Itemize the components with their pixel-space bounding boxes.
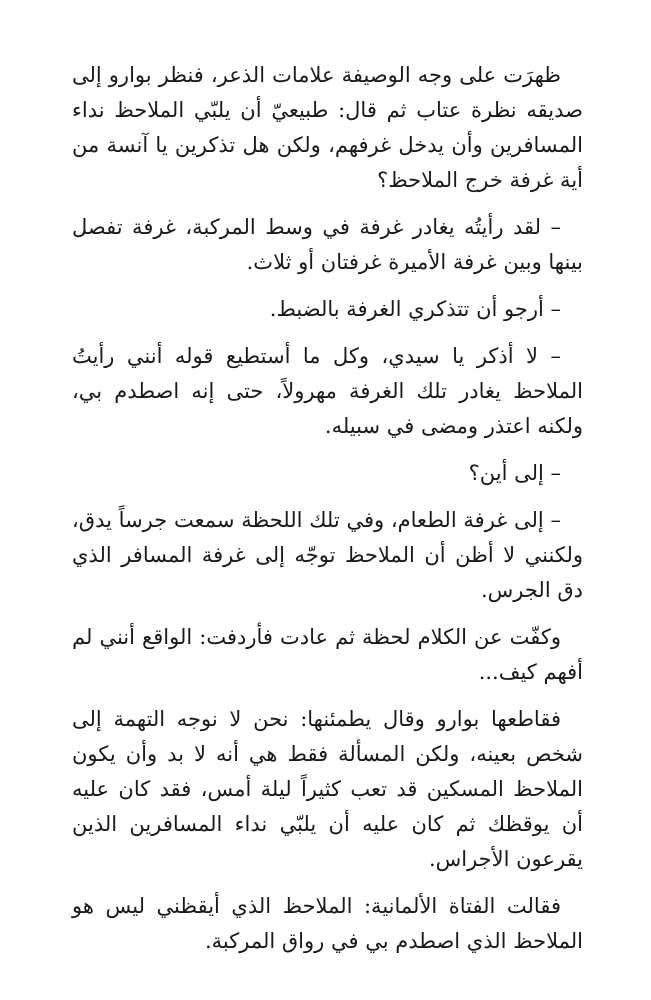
book-page xyxy=(72,58,583,971)
paragraph: – لقد رأيتُه يغادر غرفة في وسط المركبة، غرفة تفصل بينها وبين غرفة الأميرة غرفتان أو ثلاث. xyxy=(72,215,583,274)
paragraph: – إلى أين؟ xyxy=(468,461,561,485)
paragraph: – لا أذكر يا سيدي، وكل ما أستطيع قوله أنني رأيتُ الملاحظ يغادر تلك الغرفة مهرولاً، حتى إنه اصطدم بي، ولكنه اعتذر ومضى في سبيله. xyxy=(72,344,583,438)
paragraph: وكفّت عن الكلام لحظة ثم عادت فأردفت: الواقع أنني لم أفهم كيف... xyxy=(72,625,583,684)
paragraph: فقالت الفتاة الألمانية: الملاحظ الذي أيقظني ليس هو الملاحظ الذي اصطدم بي في رواق المركبة. xyxy=(72,894,583,953)
paragraph: ظهرَت على وجه الوصيفة علامات الذعر، فنظر بوارو إلى صديقه نظرة عتاب ثم قال: طبيعيّ أن يلبّي الملاحظ نداء المسافرين وأن يدخل غرفهم، ولكن هل تذكرين يا آنسة من أية غرفة خرج الملاحظ؟ xyxy=(72,63,583,192)
paragraph: فقاطعها بوارو وقال يطمئنها: نحن لا نوجه التهمة إلى شخص بعينه، ولكن المسألة فقط هي أنه لا بد وأن يكون الملاحظ المسكين قد تعب كثيراً ليلة أمس، فقد كان عليه أن يوقظك ثم كان عليه أن يلبّي نداء المسافرين الذين يقرعون الأجراس. xyxy=(72,707,583,871)
paragraph: – إلى غرفة الطعام، وفي تلك اللحظة سمعت جرساً يدق، ولكنني لا أظن أن الملاحظ توجّه إلى غرفة المسافر الذي دق الجرس. xyxy=(72,508,583,602)
paragraph: – أرجو أن تتذكري الغرفة بالضبط. xyxy=(269,297,561,321)
